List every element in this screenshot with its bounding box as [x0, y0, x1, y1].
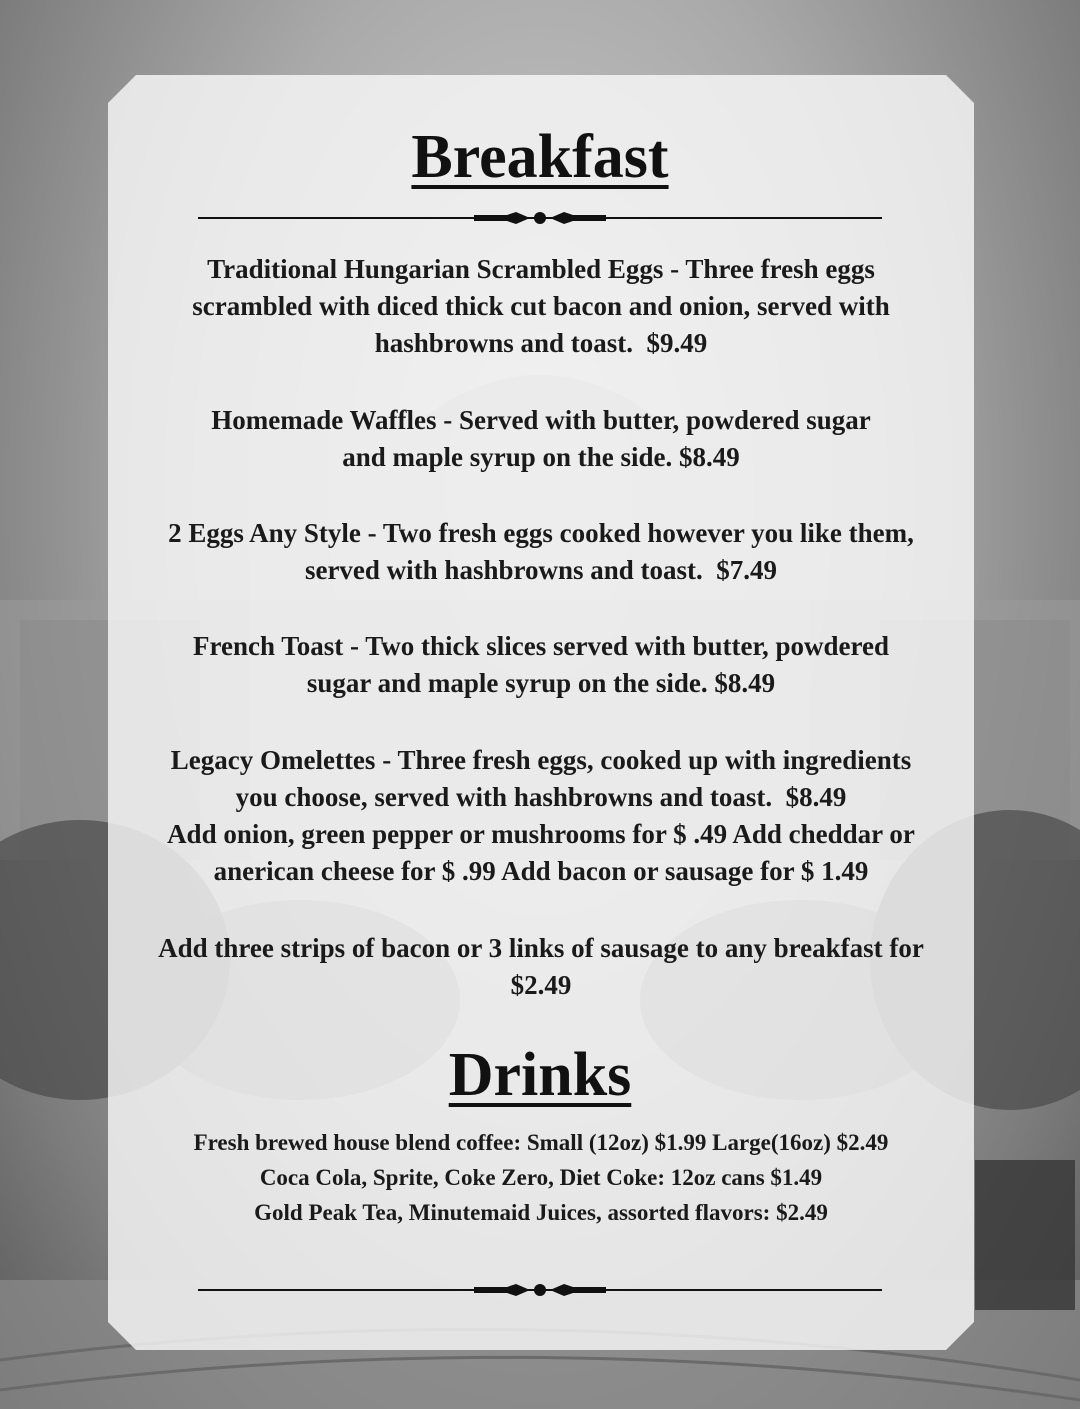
- menu-item-hungarian-eggs: Traditional Hungarian Scrambled Eggs - Three fresh eggs scrambled with diced thick cut bacon and onion, served with hashbrowns and toast. $9.49: [192, 254, 890, 358]
- drinks-list: [108, 1125, 974, 1230]
- item-name: Traditional Hungarian Scrambled Eggs: [207, 254, 664, 284]
- menu-item-2-eggs: 2 Eggs Any Style - Two fresh eggs cooked however you like them, served with hashbrowns and toast. $7.49: [168, 518, 914, 585]
- drink-line-tea: Gold Peak Tea, Minutemaid Juices, assorted flavors: $2.49: [254, 1200, 828, 1225]
- item-name: Homemade Waffles: [211, 405, 437, 435]
- breakfast-extras: Add three strips of bacon or 3 links of sausage to any breakfast for $2.49: [158, 933, 924, 1000]
- item-price: $8.49: [714, 668, 776, 698]
- bottom-divider: [198, 1278, 882, 1302]
- item-price: $9.49: [646, 328, 708, 358]
- item-name: 2 Eggs Any Style: [168, 518, 361, 548]
- drinks-heading: Drinks: [448, 1041, 632, 1109]
- item-price: $8.49: [679, 442, 740, 472]
- top-divider: [198, 206, 882, 230]
- item-price: $7.49: [716, 555, 778, 585]
- menu-item-french-toast: French Toast - Two thick slices served with butter, powdered sugar and maple syrup on the side. $8.49: [192, 631, 890, 698]
- drink-line-coffee: Fresh brewed house blend coffee: Small (12oz) $1.99 Large(16oz) $2.49: [193, 1130, 889, 1155]
- menu-item-omelettes: Legacy Omelettes - Three fresh eggs, cooked up with ingredients you choose, served with hashbrowns and toast. $8.49 Add onion, green pepper or mushrooms for $ .49 Add cheddar or anerican cheese for $ .99 Add bacon or sausage for $ 1.49: [167, 745, 915, 886]
- item-name: Legacy Omelettes: [170, 745, 376, 775]
- extras-price: $2.49: [510, 970, 572, 1000]
- omelette-addons-line1: Add onion, green pepper or mushrooms for $ .49 Add cheddar or: [167, 819, 915, 849]
- breakfast-heading: Breakfast: [411, 123, 669, 191]
- omelette-addons-line2: anerican cheese for $ .99 Add bacon or sausage for $ 1.49: [213, 856, 869, 886]
- item-name: French Toast: [192, 631, 344, 661]
- item-price: $8.49: [785, 782, 847, 812]
- menu-item-waffles: Homemade Waffles - Served with butter, powdered sugar and maple syrup on the side. $8.49: [211, 405, 871, 472]
- drink-line-soda: Coca Cola, Sprite, Coke Zero, Diet Coke: 12oz cans $1.49: [259, 1165, 823, 1190]
